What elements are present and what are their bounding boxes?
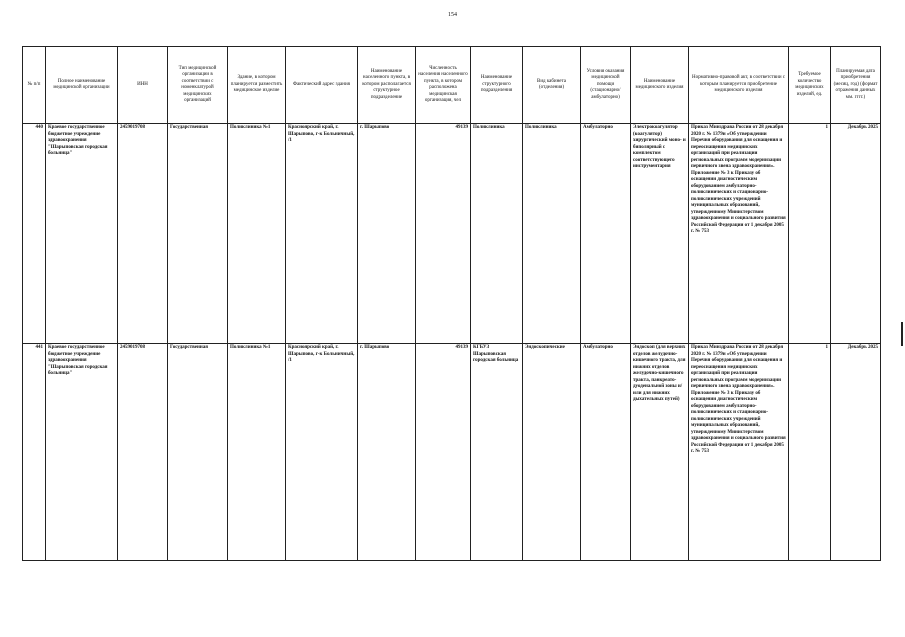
page-number: 154 xyxy=(448,12,457,18)
table-header-row xyxy=(23,47,881,124)
table-row xyxy=(23,124,881,344)
table-row xyxy=(23,344,881,561)
population: 49139 xyxy=(416,344,471,561)
header-cell: Фактический адрес здания xyxy=(286,47,358,124)
population: 49139 xyxy=(416,124,471,344)
header-cell: Требуемое количество медицинских изделий, ед. xyxy=(789,47,831,124)
cabinet-type: Эндоскопические xyxy=(523,344,581,561)
device-name: Электрокоагулятор (коагулятор) хирургический моно- и биполярный с комплектом соответствующего инструментария xyxy=(631,124,689,344)
quantity: 1 xyxy=(789,124,831,344)
purchase-date: Декабрь 2025 xyxy=(831,124,881,344)
header-cell: Вид кабинета (отделения) xyxy=(523,47,581,124)
address: Красноярский край, г. Шарыпово, г-к Больничный, /1 xyxy=(286,124,358,344)
header-cell: Нормативно-правовой акт, в соответствии с которым планируется приобретение медицинского изделия xyxy=(689,47,789,124)
care-conditions: Амбулаторно xyxy=(581,344,631,561)
equipment-table xyxy=(22,46,881,561)
header-cell: Численность населения населенного пункта, в котором расположена медицинская организация, чел xyxy=(416,47,471,124)
header-cell: Планируемая дата приобретения (месяц, год) (формат отражения данных мм. гггг.) xyxy=(831,47,881,124)
header-cell: Тип медицинской организации в соответствии с номенклатурой медицинских организаций xyxy=(168,47,228,124)
purchase-date: Декабрь 2025 xyxy=(831,344,881,561)
org-type: Государственная xyxy=(168,344,228,561)
header-cell: № п/п xyxy=(23,47,46,124)
header-cell: Условия оказания медицинской помощи (стационарно/ амбулаторно) xyxy=(581,47,631,124)
care-conditions: Амбулаторно xyxy=(581,124,631,344)
settlement: г. Шарыпово xyxy=(358,124,416,344)
header-cell: Полное наименование медицинской организации xyxy=(46,47,118,124)
building: Поликлиника №1 xyxy=(228,124,286,344)
org-type: Государственная xyxy=(168,124,228,344)
header-cell: Наименование структурного подразделения xyxy=(471,47,523,124)
device-name: Эндоскоп (для верхних отделов желудочно-кишечного тракта, для нижних отделов желудочно-кишечного тракта, панкреато-дуоденальной зоны и/или для нижних дыхательных путей) xyxy=(631,344,689,561)
header-cell: Здание, в котором планируется разместить медицинское изделие xyxy=(228,47,286,124)
building: Поликлиника №1 xyxy=(228,344,286,561)
row-number: 441 xyxy=(23,344,46,561)
legal-act: Приказ Минздрава России от 28 декабря 2020 г. № 1379н «Об утверждении Перечня оборудования для оснащения и переоснащения медицинских организаций при реализации региональных программ модернизации первичного звена здравоохранения». Приложение № 3 к Приказу об оснащении диагностическим оборудованием амбулаторно-поликлинических и стационарно-поликлинических учреждений муниципальных образований, утвержденному Министерством здравоохранения и социального развития Российской Федерации от 1 декабря 2005 г. № 753 xyxy=(689,344,789,561)
row-number: 440 xyxy=(23,124,46,344)
margin-mark xyxy=(901,322,903,346)
header-cell: ИНН xyxy=(118,47,168,124)
org-name: Краевое государственное бюджетное учреждение здравоохранения "Шарыповская городская больница" xyxy=(46,344,118,561)
structural-unit: Поликлиника xyxy=(471,124,523,344)
inn: 2459019708 xyxy=(118,344,168,561)
address: Красноярский край, г. Шарыпово, г-к Больничный, /1 xyxy=(286,344,358,561)
settlement: г. Шарыпово xyxy=(358,344,416,561)
org-name: Краевое государственное бюджетное учреждение здравоохранения "Шарыповская городская больница" xyxy=(46,124,118,344)
header-cell: Наименование медицинского изделия xyxy=(631,47,689,124)
cabinet-type: Поликлиника xyxy=(523,124,581,344)
inn: 2459019708 xyxy=(118,124,168,344)
quantity: 1 xyxy=(789,344,831,561)
header-cell: Наименование населенного пункта, в котором располагается структурное подразделение xyxy=(358,47,416,124)
structural-unit: КГБУЗ Шарыповская городская больница xyxy=(471,344,523,561)
legal-act: Приказ Минздрава России от 28 декабря 2020 г. № 1379н «Об утверждении Перечня оборудования для оснащения и переоснащения медицинских организаций при реализации региональных программ модернизации первичного звена здравоохранения». Приложение № 3 к Приказу об оснащении диагностическим оборудованием амбулаторно-поликлинических и стационарно-поликлинических учреждений муниципальных образований, утвержденному Министерством здравоохранения и социального развития Российской Федерации от 1 декабря 2005 г. № 753 xyxy=(689,124,789,344)
